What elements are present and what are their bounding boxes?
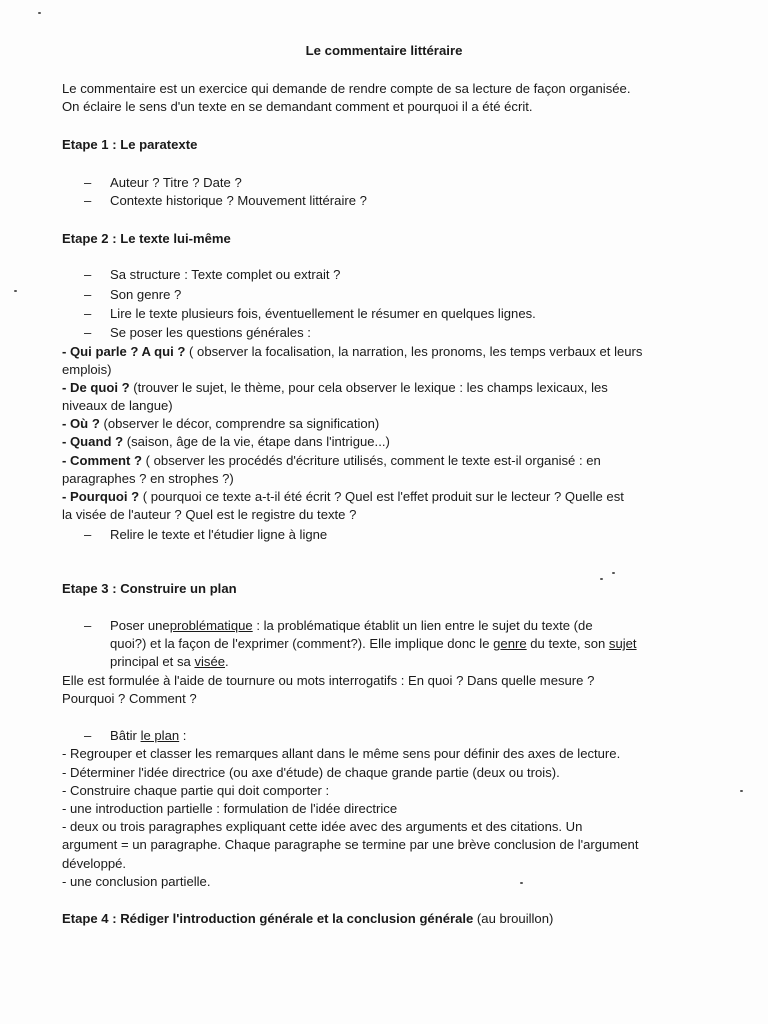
scan-speck bbox=[600, 578, 603, 580]
bullet-dash: – bbox=[84, 728, 92, 743]
problematique-line-2 bbox=[110, 635, 684, 653]
question-qui bbox=[62, 343, 712, 361]
text-fragment: . bbox=[225, 654, 229, 669]
etape1-heading: Etape 1 : Le paratexte bbox=[62, 137, 198, 152]
text-fragment: Bâtir bbox=[110, 728, 141, 743]
list-item-problematique bbox=[84, 617, 684, 671]
etape4-heading-suffix: (au brouillon) bbox=[473, 911, 554, 926]
text-fragment: Poser une bbox=[110, 618, 170, 633]
question-pourquoi-cont: la visée de l'auteur ? Quel est le registre du texte ? bbox=[62, 507, 357, 522]
bullet-dash: – bbox=[84, 325, 92, 340]
bullet-dash: – bbox=[84, 306, 92, 321]
bullet-dash: – bbox=[84, 175, 92, 190]
list-item-text: Contexte historique ? Mouvement littéraire ? bbox=[110, 193, 367, 208]
plan-step: - Construire chaque partie qui doit comporter : bbox=[62, 783, 330, 798]
question-label: - Qui parle ? A qui ? bbox=[62, 344, 186, 359]
scan-speck bbox=[38, 12, 41, 14]
question-text: ( observer les procédés d'écriture utilisés, comment le texte est-il organisé : en bbox=[142, 453, 601, 468]
batir-text bbox=[110, 727, 684, 745]
question-quoi bbox=[62, 379, 712, 397]
list-item bbox=[84, 526, 684, 544]
problematique-link: problématique bbox=[169, 618, 253, 633]
bullet-dash: – bbox=[84, 527, 92, 542]
question-pourquoi bbox=[62, 488, 712, 506]
list-item-text: Sa structure : Texte complet ou extrait ? bbox=[110, 267, 341, 282]
text-fragment: quoi?) et la façon de l'exprimer (comment?). Elle implique donc le bbox=[110, 636, 494, 651]
document-title: Le commentaire littéraire bbox=[305, 43, 463, 58]
question-qui-cont: emplois) bbox=[62, 362, 112, 377]
list-item-text: Son genre ? bbox=[110, 287, 182, 302]
question-ou bbox=[62, 415, 712, 433]
list-item-text: Lire le texte plusieurs fois, éventuellement le résumer en quelques lignes. bbox=[110, 306, 536, 321]
plan-step: - deux ou trois paragraphes expliquant cette idée avec des arguments et des citations. Un bbox=[62, 819, 583, 834]
text-fragment: principal et sa bbox=[110, 654, 195, 669]
bullet-dash: – bbox=[84, 193, 92, 208]
list-item-text: Auteur ? Titre ? Date ? bbox=[110, 175, 242, 190]
list-item bbox=[84, 266, 684, 284]
question-text: ( observer la focalisation, la narration, les pronoms, les temps verbaux et leurs bbox=[185, 344, 643, 359]
question-quand bbox=[62, 433, 712, 451]
question-text: ( pourquoi ce texte a-t-il été écrit ? Quel est l'effet produit sur le lecteur ? Quelle est bbox=[139, 489, 624, 504]
sujet-link: sujet bbox=[608, 636, 637, 651]
question-text: (observer le décor, comprendre sa signification) bbox=[99, 416, 380, 431]
plan-step: - Déterminer l'idée directrice (ou axe d'étude) de chaque grande partie (deux ou trois). bbox=[62, 765, 560, 780]
bullet-dash: – bbox=[84, 287, 92, 302]
question-label: - Pourquoi ? bbox=[62, 489, 140, 504]
etape3-heading: Etape 3 : Construire un plan bbox=[62, 581, 237, 596]
scan-speck bbox=[520, 882, 523, 884]
formule-line-2: Pourquoi ? Comment ? bbox=[62, 691, 197, 706]
plan-link: le plan bbox=[140, 728, 180, 743]
visee-link: visée bbox=[194, 654, 226, 669]
question-label: - De quoi ? bbox=[62, 380, 130, 395]
list-item bbox=[84, 324, 684, 342]
question-comment bbox=[62, 452, 712, 470]
question-text: (trouver le sujet, le thème, pour cela observer le lexique : les champs lexicaux, les bbox=[129, 380, 608, 395]
problematique-line-3 bbox=[110, 653, 684, 671]
question-text: (saison, âge de la vie, étape dans l'intrigue...) bbox=[123, 434, 390, 449]
problematique-line-1 bbox=[110, 617, 684, 635]
list-item bbox=[84, 192, 684, 210]
text-fragment: : bbox=[179, 728, 187, 743]
plan-step: argument = un paragraphe. Chaque paragraphe se termine par une brève conclusion de l'argument bbox=[62, 837, 639, 852]
scan-speck bbox=[612, 572, 615, 574]
intro-line-1: Le commentaire est un exercice qui demande de rendre compte de sa lecture de façon organisée. bbox=[62, 81, 631, 96]
plan-step: développé. bbox=[62, 856, 127, 871]
etape4-heading bbox=[62, 910, 553, 928]
list-item bbox=[84, 174, 684, 192]
text-fragment: : la problématique établit un lien entre le sujet du texte (de bbox=[252, 618, 593, 633]
list-item-text: Se poser les questions générales : bbox=[110, 325, 311, 340]
question-comment-cont: paragraphes ? en strophes ?) bbox=[62, 471, 234, 486]
etape4-heading-text: Etape 4 : Rédiger l'introduction générale et la conclusion générale bbox=[62, 911, 474, 926]
formule-line-1: Elle est formulée à l'aide de tournure ou mots interrogatifs : En quoi ? Dans quelle mesure ? bbox=[62, 673, 595, 688]
text-fragment: du texte, son bbox=[526, 636, 609, 651]
plan-step: - Regrouper et classer les remarques allant dans le même sens pour définir des axes de lecture. bbox=[62, 746, 621, 761]
bullet-dash: – bbox=[84, 618, 92, 633]
question-label: - Quand ? bbox=[62, 434, 124, 449]
scan-speck bbox=[14, 290, 17, 292]
bullet-dash: – bbox=[84, 267, 92, 282]
question-label: - Comment ? bbox=[62, 453, 143, 468]
plan-step: - une conclusion partielle. bbox=[62, 874, 211, 889]
scan-speck bbox=[740, 790, 743, 792]
genre-link: genre bbox=[493, 636, 527, 651]
list-item-batir bbox=[84, 727, 684, 745]
list-item bbox=[84, 305, 684, 323]
intro-line-2: On éclaire le sens d'un texte en se demandant comment et pourquoi il a été écrit. bbox=[62, 99, 533, 114]
list-item bbox=[84, 286, 684, 304]
question-label: - Où ? bbox=[62, 416, 100, 431]
question-quoi-cont: niveaux de langue) bbox=[62, 398, 173, 413]
list-item-text: Relire le texte et l'étudier ligne à ligne bbox=[110, 527, 328, 542]
plan-step: - une introduction partielle : formulation de l'idée directrice bbox=[62, 801, 398, 816]
etape2-heading: Etape 2 : Le texte lui-même bbox=[62, 231, 231, 246]
